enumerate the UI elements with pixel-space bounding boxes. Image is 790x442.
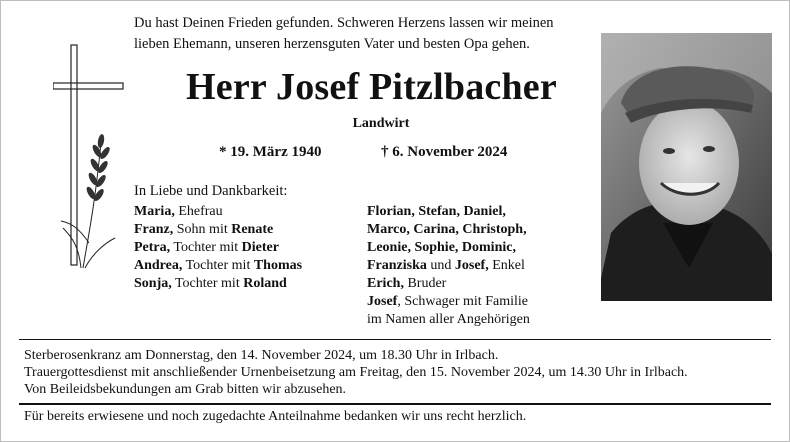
list-item: Franziska und Josef, Enkel bbox=[367, 258, 525, 273]
death-date: † 6. November 2024 bbox=[381, 144, 508, 160]
list-item: Erich, Bruder bbox=[367, 276, 447, 291]
portrait-photo bbox=[601, 33, 772, 301]
intro-line-2: lieben Ehemann, unseren herzensguten Vater und besten Opa gehen. bbox=[134, 36, 530, 52]
list-item: Josef, Schwager mit Familie bbox=[367, 294, 528, 309]
dankbarkeit-heading: In Liebe und Dankbarkeit: bbox=[134, 183, 288, 199]
notice-service: Trauergottesdienst mit anschließender Urnenbeisetzung am Freitag, den 15. November 2024, um 14.30 Uhr in Irlbach. bbox=[24, 365, 688, 380]
list-item: im Namen aller Angehörigen bbox=[367, 312, 530, 327]
list-item: Florian, Stefan, Daniel, bbox=[367, 204, 506, 219]
mourners-right-list bbox=[367, 203, 587, 329]
list-item: Marco, Carina, Christoph, bbox=[367, 222, 527, 237]
deceased-name: Herr Josef Pitzlbacher bbox=[186, 66, 557, 108]
list-item: Andrea, Tochter mit Thomas bbox=[134, 258, 303, 273]
cross-with-wheat-icon bbox=[53, 43, 125, 273]
list-item: Franz, Sohn mit Renate bbox=[134, 222, 274, 237]
list-item: Maria, Ehefrau bbox=[134, 204, 223, 219]
service-notices bbox=[24, 347, 764, 398]
intro-line-1: Du hast Deinen Frieden gefunden. Schweren Herzens lassen wir meinen bbox=[134, 15, 554, 31]
divider bbox=[19, 403, 771, 405]
list-item: Petra, Tochter mit Dieter bbox=[134, 240, 279, 255]
notice-condolences: Von Beileidsbekundungen am Grab bitten wir abzusehen. bbox=[24, 382, 347, 397]
mourners-left-list bbox=[134, 203, 354, 293]
occupation: Landwirt bbox=[352, 116, 410, 131]
notice-rosary: Sterberosenkranz am Donnerstag, den 14. November 2024, um 18.30 Uhr in Irlbach. bbox=[24, 348, 499, 363]
divider bbox=[19, 339, 771, 340]
list-item: Leonie, Sophie, Dominic, bbox=[367, 240, 516, 255]
thanks-text: Für bereits erwiesene und noch zugedachte Anteilnahme bedanken wir uns recht herzlich. bbox=[24, 409, 527, 424]
intro-text bbox=[134, 13, 584, 55]
birth-date: * 19. März 1940 bbox=[219, 144, 322, 160]
list-item: Sonja, Tochter mit Roland bbox=[134, 276, 287, 291]
